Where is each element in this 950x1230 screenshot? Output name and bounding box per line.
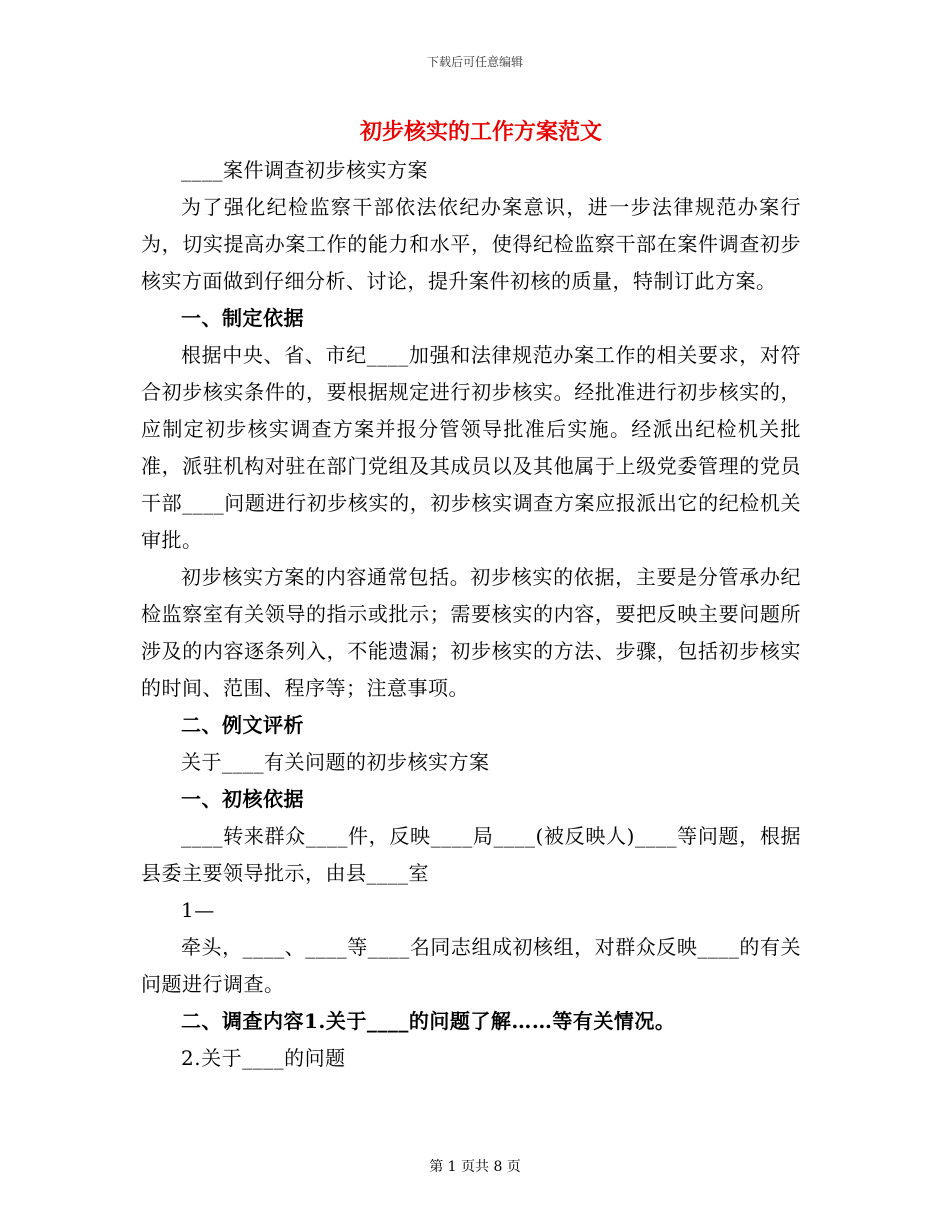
- paragraph-list: [141, 152, 801, 1077]
- page-footer: 第 1 页共 8 页: [429, 1159, 521, 1175]
- paragraph: ____案件调查初步核实方案: [181, 158, 428, 182]
- section-heading: 一、初核依据: [181, 787, 304, 811]
- section-heading: 一、制定依据: [181, 306, 304, 330]
- paragraph: 关于____有关问题的初步核实方案: [181, 750, 490, 774]
- section-heading: 二、例文评析: [181, 713, 304, 737]
- paragraph: 为了强化纪检监察干部依法依纪办案意识，进一步法律规范办案行为，切实提高办案工作的能力和水平，使得纪检监察干部在案件调查初步核实方面做到仔细分析、讨论，提升案件初核的质量，特制订此方案。: [141, 195, 801, 293]
- paragraph: 初步核实方案的内容通常包括。初步核实的依据，主要是分管承办纪检监察室有关领导的指示或批示；需要核实的内容，要把反映主要问题所涉及的内容逐条列入，不能遗漏；初步核实的方法、步骤，包括初步核实的时间、范围、程序等；注意事项。: [141, 565, 801, 700]
- paragraph: 2.关于____的问题: [181, 1046, 346, 1070]
- paragraph: ____转来群众____件，反映____局____(被反映人)____等问题，根据县委主要领导批示，由县____室: [141, 824, 801, 885]
- paragraph: 牵头，____、____等____名同志组成初核组，对群众反映____的有关问题进行调查。: [141, 935, 801, 996]
- paragraph: 根据中央、省、市纪____加强和法律规范办案工作的相关要求，对符合初步核实条件的，要根据规定进行初步核实。经批准进行初步核实的，应制定初步核实调查方案并报分管领导批准后实施。经派出纪检机关批准，派驻机构对驻在部门党组及其成员以及其他属于上级党委管理的党员干部____问题进行初步核实的，初步核实调查方案应报派出它的纪检机关审批。: [141, 343, 801, 552]
- paragraph: 1—: [181, 898, 215, 922]
- section-heading: 二、调查内容1.关于____的问题了解……等有关情况。: [181, 1009, 676, 1033]
- page-header: 下载后可任意编辑: [426, 55, 523, 69]
- document-body: [141, 112, 801, 1077]
- document-title: 初步核实的工作方案范文: [359, 119, 602, 145]
